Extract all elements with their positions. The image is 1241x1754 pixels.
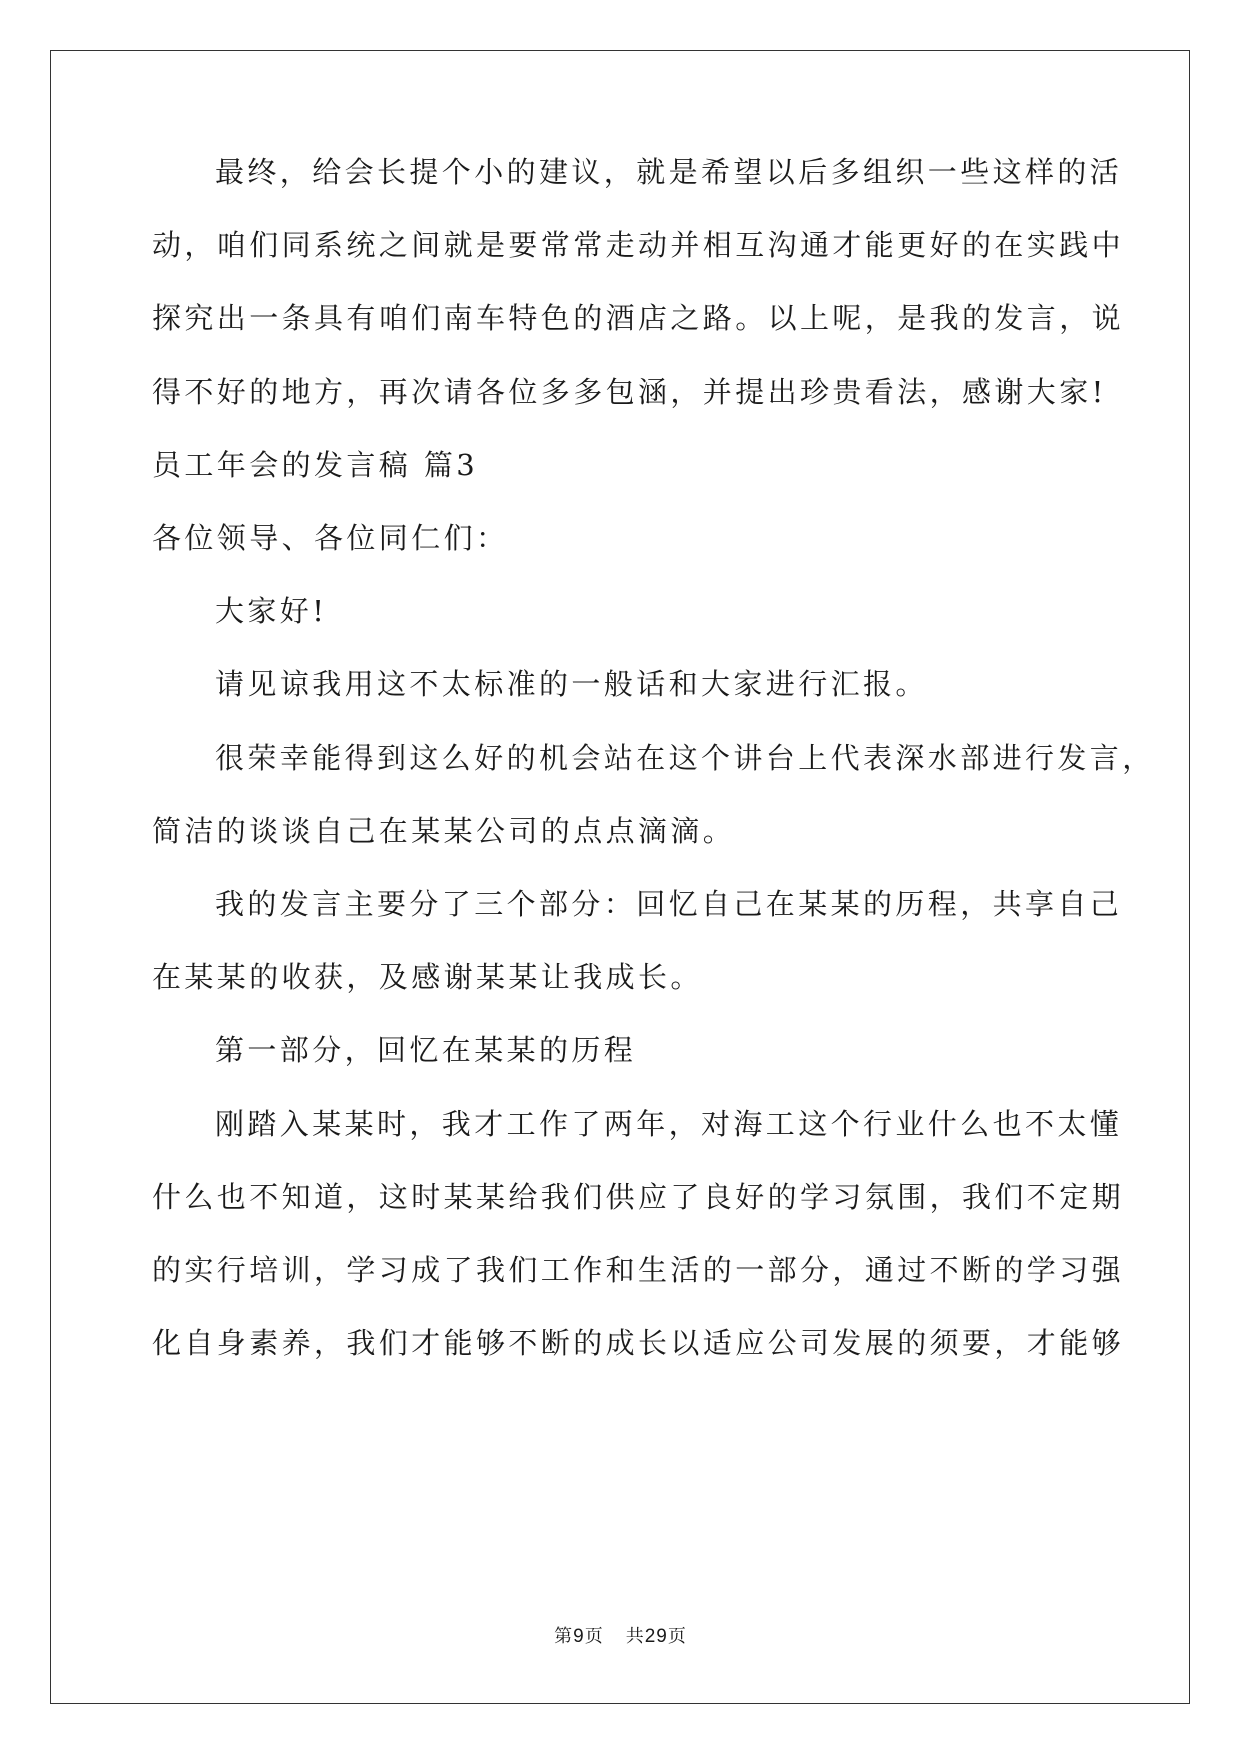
text-line: 在某某的收获，及感谢某某让我成长。 (152, 960, 703, 995)
text-line: 得不好的地方，再次请各位多多包涵，并提出珍贵看法，感谢大家! (152, 374, 1107, 409)
text-line: 刚踏入某某时，我才工作了两年，对海工这个行业什么也不太懂 (215, 1106, 1123, 1141)
footer-total-prefix: 共 (625, 1626, 645, 1647)
page-footer (0, 1625, 1241, 1649)
text-line: 动，咱们同系统之间就是要常常走动并相互沟通才能更好的在实践中 (152, 228, 1125, 263)
footer-total-suffix: 页 (667, 1626, 687, 1647)
text-line: 大家好! (215, 594, 328, 629)
text-line: 第一部分，回忆在某某的历程 (215, 1033, 637, 1068)
footer-page-number: 9 (573, 1626, 585, 1647)
footer-page-suffix: 页 (584, 1626, 604, 1647)
text-line: 简洁的谈谈自己在某某公司的点点滴滴。 (152, 813, 736, 848)
text-line: 请见谅我用这不太标准的一般话和大家进行汇报。 (215, 667, 928, 702)
text-line: 很荣幸能得到这么好的机会站在这个讲台上代表深水部进行发言， (215, 740, 1155, 775)
text-line: 各位领导、各位同仁们： (152, 521, 509, 555)
footer-page-prefix: 第 (554, 1626, 574, 1647)
text-line: 员工年会的发言稿 篇3 (152, 447, 479, 482)
text-line: 什么也不知道，这时某某给我们供应了良好的学习氛围，我们不定期 (152, 1179, 1125, 1214)
text-line: 探究出一条具有咱们南车特色的酒店之路。以上呢，是我的发言，说 (152, 301, 1125, 336)
text-line: 的实行培训，学习成了我们工作和生活的一部分，通过不断的学习强 (152, 1253, 1125, 1287)
footer-total-pages: 29 (644, 1626, 668, 1647)
text-line: 最终，给会长提个小的建议，就是希望以后多组织一些这样的活 (215, 155, 1123, 189)
text-line: 我的发言主要分了三个部分：回忆自己在某某的历程，共享自己 (215, 887, 1123, 921)
text-line: 化自身素养，我们才能够不断的成长以适应公司发展的须要，才能够 (152, 1326, 1125, 1361)
